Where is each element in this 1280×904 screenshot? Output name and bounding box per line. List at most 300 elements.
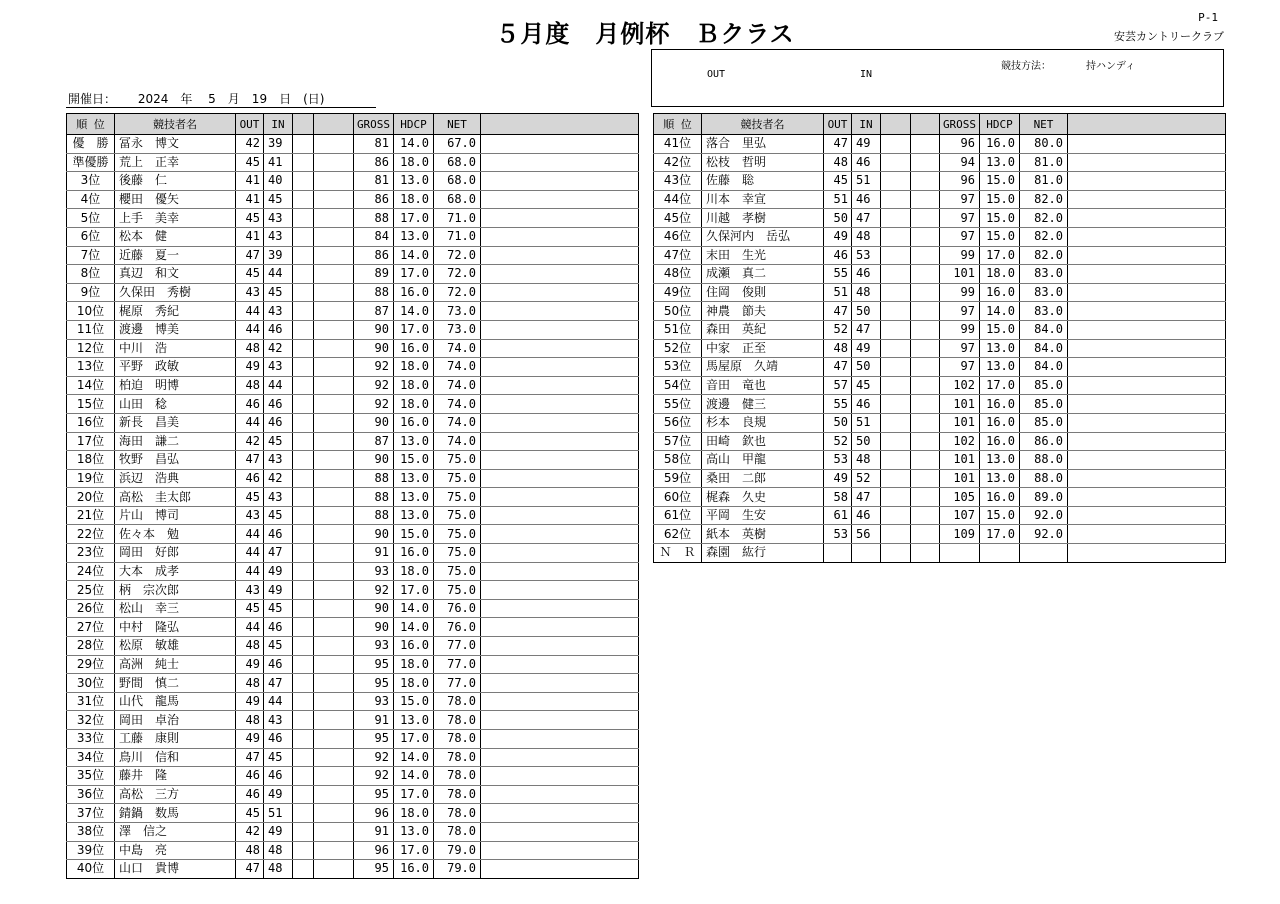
blank-cell: [1068, 265, 1226, 284]
hdcp-cell: 16.0: [980, 413, 1020, 432]
blank-cell: [481, 767, 639, 786]
gross-cell: 99: [940, 320, 980, 339]
table-header-row: [67, 114, 639, 135]
blank-cell: [481, 265, 639, 284]
gross-cell: 86: [354, 153, 394, 172]
hdcp-cell: 15.0: [980, 190, 1020, 209]
net-cell: 82.0: [1020, 246, 1068, 265]
in-score-cell: 49: [264, 581, 293, 600]
blank-cell: [1068, 135, 1226, 154]
rank-cell: 36位: [67, 785, 115, 804]
out-score-cell: 53: [824, 451, 852, 470]
gross-cell: 88: [354, 469, 394, 488]
in-score-cell: 49: [264, 562, 293, 581]
blank-cell: [314, 190, 354, 209]
blank-cell: [911, 135, 940, 154]
hdcp-cell: 13.0: [980, 451, 1020, 470]
out-score-cell: 50: [824, 413, 852, 432]
player-name-cell: 荒上 正幸: [115, 153, 236, 172]
net-cell: 75.0: [434, 581, 481, 600]
blank-cell: [911, 413, 940, 432]
out-score-cell: 48: [824, 153, 852, 172]
player-name-cell: 柏迫 明博: [115, 376, 236, 395]
rank-cell: 43位: [654, 172, 702, 191]
player-name-cell: 真辺 和文: [115, 265, 236, 284]
in-score-cell: 46: [852, 265, 881, 284]
hdcp-cell: 13.0: [394, 488, 434, 507]
in-score-cell: 43: [264, 358, 293, 377]
hdcp-cell: 13.0: [980, 358, 1020, 377]
in-score-cell: 43: [264, 302, 293, 321]
out-score-cell: 58: [824, 488, 852, 507]
hdcp-cell: 15.0: [394, 525, 434, 544]
blank-cell: [881, 469, 911, 488]
table-row: [67, 135, 639, 154]
blank-cell: [293, 767, 314, 786]
gross-cell: 88: [354, 488, 394, 507]
out-score-cell: 47: [824, 135, 852, 154]
hdcp-cell: 17.0: [394, 265, 434, 284]
hdcp-cell: 13.0: [980, 339, 1020, 358]
in-score-cell: 44: [264, 265, 293, 284]
blank-cell: [314, 135, 354, 154]
blank-cell: [293, 599, 314, 618]
net-cell: 74.0: [434, 413, 481, 432]
in-score-cell: 45: [264, 190, 293, 209]
hdcp-cell: 17.0: [394, 841, 434, 860]
out-score-cell: 47: [236, 860, 264, 879]
net-cell: 79.0: [434, 860, 481, 879]
gross-cell: 99: [940, 283, 980, 302]
table-row: [654, 135, 1226, 154]
net-cell: 71.0: [434, 209, 481, 228]
blank-cell: [881, 339, 911, 358]
competition-method-box: [651, 49, 1224, 107]
hdcp-cell: 14.0: [980, 302, 1020, 321]
rank-cell: 44位: [654, 190, 702, 209]
table-row: [654, 190, 1226, 209]
blank-cell: [911, 395, 940, 414]
hdcp-cell: 15.0: [394, 692, 434, 711]
in-score-cell: 47: [264, 544, 293, 563]
out-score-cell: 41: [236, 190, 264, 209]
blank-cell: [293, 172, 314, 191]
in-score-cell: 43: [264, 227, 293, 246]
net-cell: 76.0: [434, 599, 481, 618]
blank-cell: [911, 246, 940, 265]
blank-cell: [314, 283, 354, 302]
player-name-cell: 新長 昌美: [115, 413, 236, 432]
gross-cell: 91: [354, 544, 394, 563]
blank-cell: [293, 506, 314, 525]
blank-cell: [481, 209, 639, 228]
blank-cell: [314, 413, 354, 432]
hdcp-cell: 16.0: [980, 395, 1020, 414]
net-cell: 83.0: [1020, 283, 1068, 302]
gross-cell: 88: [354, 506, 394, 525]
in-score-cell: 52: [852, 469, 881, 488]
blank-cell: [1068, 339, 1226, 358]
out-score-cell: 48: [236, 376, 264, 395]
player-name-cell: 松枝 哲明: [702, 153, 824, 172]
col-in: IN: [264, 114, 293, 135]
rank-cell: 54位: [654, 376, 702, 395]
table-row: [67, 413, 639, 432]
out-score-cell: 47: [236, 748, 264, 767]
out-score-cell: 44: [236, 544, 264, 563]
net-cell: 88.0: [1020, 469, 1068, 488]
player-name-cell: 後藤 仁: [115, 172, 236, 191]
blank-cell: [314, 637, 354, 656]
blank-cell: [293, 190, 314, 209]
table-row: [67, 562, 639, 581]
hdcp-cell: 17.0: [980, 246, 1020, 265]
blank-cell: [293, 395, 314, 414]
out-score-cell: 49: [824, 227, 852, 246]
out-score-cell: 49: [236, 655, 264, 674]
blank-cell: [481, 841, 639, 860]
hdcp-cell: 14.0: [394, 246, 434, 265]
player-name-cell: 山田 稔: [115, 395, 236, 414]
player-name-cell: 上手 美幸: [115, 209, 236, 228]
blank-cell: [314, 506, 354, 525]
blank-cell: [881, 302, 911, 321]
table-row: [67, 674, 639, 693]
player-name-cell: 音田 竜也: [702, 376, 824, 395]
blank-cell: [314, 748, 354, 767]
player-name-cell: 中村 隆弘: [115, 618, 236, 637]
hdcp-cell: 16.0: [980, 432, 1020, 451]
in-score-cell: 56: [852, 525, 881, 544]
blank-cell: [314, 860, 354, 879]
gross-cell: 96: [354, 841, 394, 860]
gross-cell: 86: [354, 246, 394, 265]
player-name-cell: 岡田 卓治: [115, 711, 236, 730]
player-name-cell: 住岡 俊則: [702, 283, 824, 302]
blank-cell: [911, 376, 940, 395]
player-name-cell: 鳥川 信和: [115, 748, 236, 767]
blank-cell: [481, 488, 639, 507]
player-name-cell: 落合 里弘: [702, 135, 824, 154]
blank-cell: [881, 283, 911, 302]
blank-cell: [1068, 209, 1226, 228]
hdcp-cell: 15.0: [980, 320, 1020, 339]
in-score-cell: 47: [852, 488, 881, 507]
hdcp-cell: 14.0: [394, 135, 434, 154]
col-hdcp: HDCP: [980, 114, 1020, 135]
blank-cell: [911, 153, 940, 172]
hdcp-cell: 13.0: [394, 172, 434, 191]
out-score-cell: 48: [236, 637, 264, 656]
in-score-cell: 46: [264, 767, 293, 786]
in-score-cell: 53: [852, 246, 881, 265]
table-row: [654, 172, 1226, 191]
blank-cell: [293, 469, 314, 488]
gross-cell: 90: [354, 451, 394, 470]
gross-cell: 91: [354, 822, 394, 841]
hdcp-cell: [980, 544, 1020, 563]
rank-cell: 準優勝: [67, 153, 115, 172]
gross-cell: 92: [354, 358, 394, 377]
gross-cell: 96: [354, 804, 394, 823]
date-underline: [66, 107, 376, 108]
blank-cell: [293, 822, 314, 841]
gross-cell: 88: [354, 283, 394, 302]
blank-cell: [481, 544, 639, 563]
table-row: [654, 525, 1226, 544]
net-cell: 82.0: [1020, 209, 1068, 228]
net-cell: 75.0: [434, 506, 481, 525]
blank-cell: [911, 544, 940, 563]
out-score-cell: 48: [236, 674, 264, 693]
rank-cell: 16位: [67, 413, 115, 432]
net-cell: 74.0: [434, 376, 481, 395]
table-header-row: [654, 114, 1226, 135]
gross-cell: 97: [940, 339, 980, 358]
blank-cell: [1068, 246, 1226, 265]
blank-cell: [314, 209, 354, 228]
in-score-cell: 47: [852, 209, 881, 228]
gross-cell: 88: [354, 209, 394, 228]
gross-cell: 92: [354, 376, 394, 395]
table-row: [654, 153, 1226, 172]
blank-cell: [481, 227, 639, 246]
blank-cell: [911, 488, 940, 507]
gross-cell: 95: [354, 674, 394, 693]
net-cell: 83.0: [1020, 265, 1068, 284]
player-name-cell: 川越 孝樹: [702, 209, 824, 228]
table-row: [67, 637, 639, 656]
table-row: [654, 488, 1226, 507]
out-score-cell: 55: [824, 395, 852, 414]
blank-cell: [481, 655, 639, 674]
rank-cell: 46位: [654, 227, 702, 246]
page-number: P-1: [1198, 11, 1218, 24]
out-score-cell: 57: [824, 376, 852, 395]
hdcp-cell: 18.0: [394, 395, 434, 414]
out-score-cell: 48: [236, 711, 264, 730]
blank-cell: [881, 544, 911, 563]
rank-cell: 30位: [67, 674, 115, 693]
rank-cell: 59位: [654, 469, 702, 488]
player-name-cell: 平岡 生安: [702, 506, 824, 525]
blank-cell: [481, 785, 639, 804]
blank-cell: [293, 674, 314, 693]
results-table-left: [66, 113, 639, 879]
hdcp-cell: 17.0: [394, 785, 434, 804]
rank-cell: 優 勝: [67, 135, 115, 154]
blank-cell: [881, 265, 911, 284]
blank-cell: [314, 599, 354, 618]
out-score-cell: 47: [236, 246, 264, 265]
net-cell: 78.0: [434, 804, 481, 823]
in-score-cell: 51: [852, 413, 881, 432]
blank-cell: [481, 618, 639, 637]
in-score-cell: 44: [264, 376, 293, 395]
table-row: [654, 469, 1226, 488]
blank-cell: [481, 432, 639, 451]
in-score-cell: 49: [852, 339, 881, 358]
net-cell: 85.0: [1020, 413, 1068, 432]
blank-cell: [481, 246, 639, 265]
player-name-cell: 杉本 良規: [702, 413, 824, 432]
blank-cell: [911, 451, 940, 470]
rank-cell: 47位: [654, 246, 702, 265]
gross-cell: 91: [354, 711, 394, 730]
out-score-cell: 44: [236, 320, 264, 339]
hdcp-cell: 15.0: [980, 209, 1020, 228]
blank-cell: [293, 748, 314, 767]
blank-cell: [881, 506, 911, 525]
out-score-cell: 44: [236, 562, 264, 581]
blank-cell: [1068, 525, 1226, 544]
gross-cell: 101: [940, 265, 980, 284]
net-cell: 78.0: [434, 767, 481, 786]
out-score-cell: 44: [236, 413, 264, 432]
out-score-cell: 46: [824, 246, 852, 265]
table-row: [67, 599, 639, 618]
hdcp-cell: 17.0: [394, 320, 434, 339]
blank-cell: [881, 432, 911, 451]
gross-cell: 90: [354, 618, 394, 637]
player-name-cell: 松山 幸三: [115, 599, 236, 618]
gross-cell: 87: [354, 432, 394, 451]
blank-cell: [1068, 283, 1226, 302]
player-name-cell: 浜辺 浩典: [115, 469, 236, 488]
hdcp-cell: 15.0: [980, 506, 1020, 525]
blank-cell: [911, 172, 940, 191]
blank-cell: [293, 637, 314, 656]
gross-cell: 94: [940, 153, 980, 172]
out-score-cell: 48: [824, 339, 852, 358]
blank-cell: [911, 283, 940, 302]
player-name-cell: 高松 三方: [115, 785, 236, 804]
table-row: [654, 544, 1226, 563]
blank-cell: [881, 358, 911, 377]
gross-cell: 90: [354, 599, 394, 618]
player-name-cell: 末田 生光: [702, 246, 824, 265]
blank-cell: [293, 730, 314, 749]
rank-cell: 62位: [654, 525, 702, 544]
table-row: [67, 227, 639, 246]
table-row: [67, 544, 639, 563]
hdcp-cell: 14.0: [394, 748, 434, 767]
out-score-cell: 45: [236, 209, 264, 228]
col-out: OUT: [236, 114, 264, 135]
rank-cell: 53位: [654, 358, 702, 377]
table-row: [67, 302, 639, 321]
out-score-cell: 48: [236, 841, 264, 860]
in-score-cell: 47: [264, 674, 293, 693]
blank-cell: [1068, 413, 1226, 432]
hdcp-cell: 15.0: [980, 172, 1020, 191]
in-score-cell: 43: [264, 451, 293, 470]
net-cell: 78.0: [434, 711, 481, 730]
net-cell: 78.0: [434, 692, 481, 711]
blank-cell: [481, 413, 639, 432]
blank-cell: [481, 748, 639, 767]
net-cell: 75.0: [434, 469, 481, 488]
net-cell: 92.0: [1020, 525, 1068, 544]
blank-cell: [314, 488, 354, 507]
rank-cell: 28位: [67, 637, 115, 656]
net-cell: 83.0: [1020, 302, 1068, 321]
blank-cell: [1068, 432, 1226, 451]
player-name-cell: 櫻田 優矢: [115, 190, 236, 209]
blank-cell: [481, 469, 639, 488]
in-score-cell: 39: [264, 246, 293, 265]
event-date: 開催日： 2024 年 5 月 19 日 (日): [68, 92, 325, 106]
blank-cell: [881, 525, 911, 544]
blank-cell: [293, 376, 314, 395]
player-name-cell: 佐藤 聡: [702, 172, 824, 191]
player-name-cell: 工藤 康則: [115, 730, 236, 749]
hdcp-cell: 18.0: [394, 655, 434, 674]
hdcp-cell: 18.0: [394, 153, 434, 172]
blank-cell: [314, 246, 354, 265]
gross-cell: [940, 544, 980, 563]
hdcp-cell: 16.0: [980, 135, 1020, 154]
table-row: [67, 265, 639, 284]
table-row: [67, 748, 639, 767]
rank-cell: 37位: [67, 804, 115, 823]
gross-cell: 97: [940, 302, 980, 321]
net-cell: 84.0: [1020, 358, 1068, 377]
in-score-cell: 46: [264, 395, 293, 414]
hdcp-cell: 16.0: [980, 283, 1020, 302]
rank-cell: 57位: [654, 432, 702, 451]
table-row: [67, 209, 639, 228]
net-cell: 74.0: [434, 339, 481, 358]
table-row: [67, 711, 639, 730]
blank-cell: [293, 562, 314, 581]
gross-cell: 87: [354, 302, 394, 321]
blank-cell: [293, 246, 314, 265]
blank-cell: [481, 562, 639, 581]
blank-cell: [881, 227, 911, 246]
table-row: [654, 339, 1226, 358]
gross-cell: 92: [354, 767, 394, 786]
blank-cell: [481, 822, 639, 841]
in-score-cell: 48: [264, 860, 293, 879]
blank-cell: [481, 172, 639, 191]
player-name-cell: 高山 甲龍: [702, 451, 824, 470]
blank-cell: [293, 581, 314, 600]
hdcp-cell: 14.0: [394, 599, 434, 618]
net-cell: 73.0: [434, 302, 481, 321]
col-rank: 順 位: [67, 114, 115, 135]
out-score-cell: 50: [824, 209, 852, 228]
table-row: [654, 246, 1226, 265]
player-name-cell: 神農 節夫: [702, 302, 824, 321]
player-name-cell: 海田 謙二: [115, 432, 236, 451]
in-score-cell: 48: [852, 283, 881, 302]
rank-cell: 6位: [67, 227, 115, 246]
blank-cell: [293, 525, 314, 544]
out-score-cell: 43: [236, 506, 264, 525]
net-cell: 81.0: [1020, 153, 1068, 172]
hdcp-cell: 16.0: [394, 283, 434, 302]
blank-cell: [911, 302, 940, 321]
player-name-cell: 高松 圭太郎: [115, 488, 236, 507]
hdcp-cell: 13.0: [394, 432, 434, 451]
blank-cell: [293, 339, 314, 358]
table-row: [654, 451, 1226, 470]
hdcp-cell: 14.0: [394, 767, 434, 786]
rank-cell: 51位: [654, 320, 702, 339]
out-score-cell: 47: [824, 302, 852, 321]
table-row: [654, 227, 1226, 246]
